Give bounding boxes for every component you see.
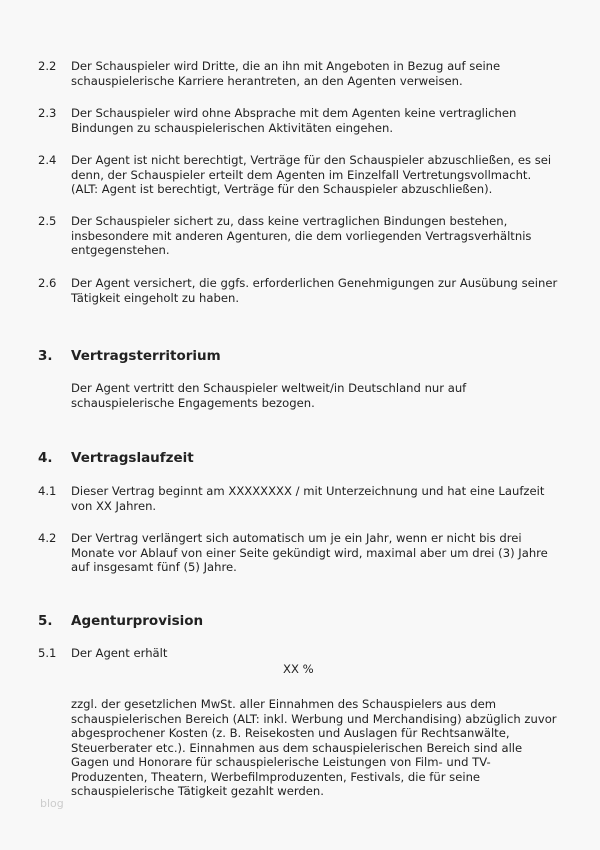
clause-number: 2.2 xyxy=(38,59,57,73)
clause-line: Dieser Vertrag beginnt am XXXXXXXX / mit Unterzeichnung und hat eine Laufzeit xyxy=(71,484,545,498)
clause-number: 2.3 xyxy=(38,106,57,120)
clause-line: Steuerberater etc.). Einnahmen aus dem schauspielerischen Bereich sind alle xyxy=(71,740,523,755)
clause-line: Der Vertrag verlängert sich automatisch um je ein Jahr, wenn er nicht bis drei xyxy=(71,531,522,545)
clause-line: Gagen und Honorare für schauspielerische Leistungen von Film- und TV- xyxy=(71,755,491,769)
clause-line: denn, der Schauspieler erteilt dem Agenten im Einzelfall Vertretungsvollmacht. xyxy=(71,167,532,182)
clause-line: von XX Jahren. xyxy=(71,498,157,513)
clause-line: entgegenstehen. xyxy=(71,243,170,257)
clause-line: zzgl. der gesetzlichen MwSt. aller Einnahmen des Schauspielers aus dem xyxy=(71,697,497,711)
section-number: 5. xyxy=(38,613,53,629)
clause-line: insbesondere mit anderen Agenturen, die dem vorliegenden Vertragsverhältnis xyxy=(71,228,532,243)
commission-rate: XX % xyxy=(283,662,314,676)
clause-number: 4.2 xyxy=(38,531,57,545)
clause-line: schauspielerische Engagements bezogen. xyxy=(71,395,315,410)
clause-number: 4.1 xyxy=(38,484,57,498)
clause-line: Der Schauspieler wird Dritte, die an ihn mit Angeboten in Bezug auf seine xyxy=(71,59,501,73)
clause-line: (ALT: Agent ist berechtigt, Verträge für den Schauspieler abzuschließen). xyxy=(71,182,493,196)
clause-line: abgesprochener Kosten (z. B. Reisekosten und Auslagen für Rechtsanwälte, xyxy=(71,726,510,740)
clause-line: Der Schauspieler wird ohne Absprache mit dem Agenten keine vertraglichen xyxy=(71,106,517,120)
clause-line: schauspielerische Karriere herantreten, an den Agenten verweisen. xyxy=(71,73,463,88)
clause-intro: Der Agent erhält xyxy=(71,646,168,660)
clause-line: Der Agent vertritt den Schauspieler weltweit/in Deutschland nur auf xyxy=(71,381,467,395)
clause-number: 2.4 xyxy=(38,153,57,167)
clause-line: auf insgesamt fünf (5) Jahre. xyxy=(71,560,237,574)
section-number: 3. xyxy=(38,348,53,364)
watermark: blog xyxy=(40,797,64,810)
clause-line: Der Agent ist nicht berechtigt, Verträge für den Schauspieler abzuschließen, es sei xyxy=(71,153,552,167)
clause-line: Bindungen zu schauspielerischen Aktivitäten eingehen. xyxy=(71,120,394,135)
section-title: Vertragsterritorium xyxy=(71,348,221,364)
clause-line: Produzenten, Theatern, Werbefilmproduzenten, Festivals, die für seine xyxy=(71,769,481,784)
clause-line: Der Schauspieler sichert zu, dass keine vertraglichen Bindungen bestehen, xyxy=(71,214,508,228)
section-title: Vertragslaufzeit xyxy=(71,450,194,466)
section-number: 4. xyxy=(38,450,53,466)
section-title: Agenturprovision xyxy=(71,613,204,629)
clause-line: Tätigkeit eingeholt zu haben. xyxy=(71,290,240,305)
clause-line: Monate vor Ablauf von einer Seite gekündigt wird, maximal aber um drei (3) Jahre xyxy=(71,545,548,560)
clause-number: 2.6 xyxy=(38,276,57,290)
clause-number: 5.1 xyxy=(38,646,57,660)
clause-line: Der Agent versichert, die ggfs. erforderlichen Genehmigungen zur Ausübung seiner xyxy=(71,276,558,290)
clause-number: 2.5 xyxy=(38,214,57,228)
clause-line: schauspielerischen Bereich (ALT: inkl. Werbung und Merchandising) abzüglich zuvor xyxy=(71,711,557,726)
clause-line: schauspielerische Tätigkeit gezahlt werden. xyxy=(71,784,324,798)
